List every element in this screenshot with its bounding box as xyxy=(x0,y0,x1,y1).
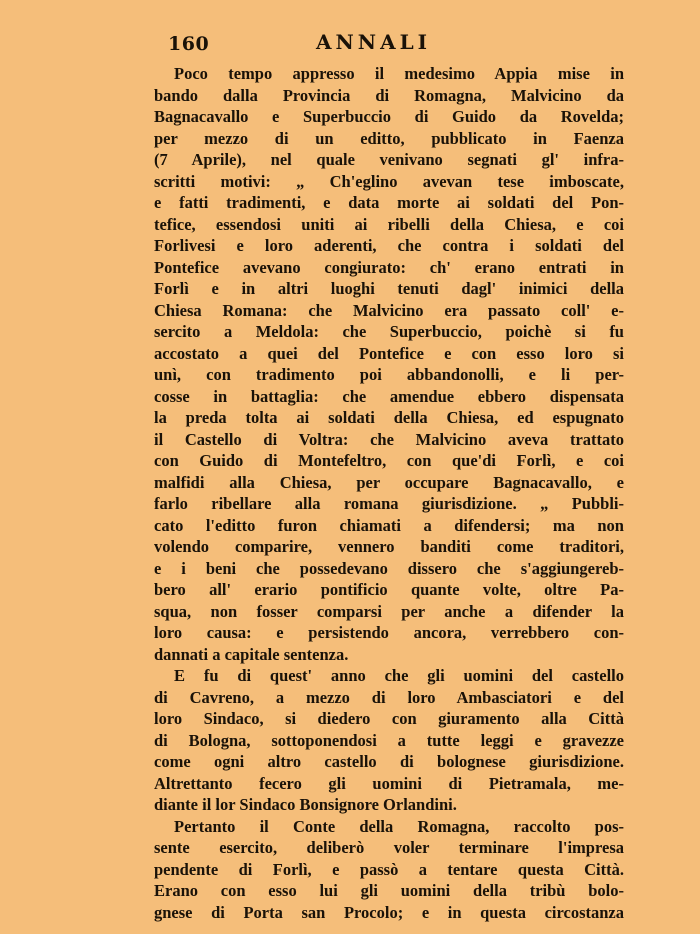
text-line: bando dalla Provincia di Romagna, Malvicino da xyxy=(154,85,624,105)
text-line: di Cavreno, a mezzo di loro Ambasciatori e del xyxy=(154,687,624,707)
text-line: per mezzo di un editto, pubblicato in Faenza xyxy=(154,128,624,148)
text-line: squa, non fosser comparsi per anche a difender la xyxy=(154,601,624,621)
text-line: sente esercito, deliberò voler terminare l'impresa xyxy=(154,838,624,857)
text-line: volendo comparire, vennero banditi come traditori, xyxy=(154,537,624,556)
text-line: e fatti tradimenti, e data morte ai soldati del Pon- xyxy=(154,193,624,212)
text-line: malfidi alla Chiesa, per occupare Bagnacavallo, e xyxy=(154,472,624,492)
text-line: farlo ribellare alla romana giurisdizione. „ Pubbli- xyxy=(154,494,624,513)
text-line: Forlivesi e loro aderenti, che contra i soldati del xyxy=(154,236,624,255)
text-line: (7 Aprile), nel quale venivano segnati gl' infra- xyxy=(154,150,624,169)
text-line: cato l'editto furon chiamati a difendersi; ma non xyxy=(154,515,624,535)
body-text xyxy=(154,63,624,923)
text-line: dannati a capitale sentenza. xyxy=(154,644,349,664)
text-line: la preda tolta ai soldati della Chiesa, ed espugnato xyxy=(154,408,624,427)
text-line: Pontefice avevano congiurato: ch' erano entrati in xyxy=(154,257,624,277)
text-line: accostato a quei del Pontefice e con esso loro si xyxy=(154,343,624,363)
running-head: ANNALI xyxy=(316,30,432,54)
text-line: come ogni altro castello di bolognese giurisdizione. xyxy=(154,752,624,771)
text-line: gnese di Porta san Procolo; e in questa circostanza xyxy=(154,902,624,922)
text-line: con Guido di Montefeltro, con que'di Forlì, e coi xyxy=(154,451,624,470)
text-line: cosse in battaglia: che amendue ebbero dispensata xyxy=(154,386,624,406)
text-line: Bagnacavallo e Superbuccio di Guido da Rovelda; xyxy=(154,107,624,126)
text-line: di Bologna, sottoponendosi a tutte leggi e gravezze xyxy=(154,730,624,750)
text-line: diante il lor Sindaco Bonsignore Orlandini. xyxy=(154,795,457,814)
text-line: sercito a Meldola: che Superbuccio, poichè si fu xyxy=(154,322,624,341)
text-line: Altrettanto fecero gli uomini di Pietramala, me- xyxy=(154,773,624,793)
text-line: Erano con esso lui gli uomini della tribù bolo- xyxy=(154,881,624,900)
page-number: 160 xyxy=(168,33,210,55)
text-line: scritti motivi: „ Ch'eglino avevan tese imboscate, xyxy=(154,171,624,191)
text-line: Pertanto il Conte della Romagna, raccolto pos- xyxy=(174,816,624,836)
text-line: loro Sindaco, si diedero con giuramento alla Città xyxy=(154,709,624,728)
text-line: e i beni che possedevano dissero che s'aggiungereb- xyxy=(154,558,624,578)
text-line: unì, con tradimento poi abbandonolli, e li per- xyxy=(154,365,624,384)
text-line: E fu di quest' anno che gli uomini del castello xyxy=(174,666,624,685)
text-line: tefice, essendosi uniti ai ribelli della Chiesa, e coi xyxy=(154,214,624,234)
text-line: pendente di Forlì, e passò a tentare questa Città. xyxy=(154,859,624,879)
text-line: Chiesa Romana: che Malvicino era passato coll' e- xyxy=(154,300,624,320)
text-line: loro causa: e persistendo ancora, verrebbero con- xyxy=(154,623,624,642)
text-line: Poco tempo appresso il medesimo Appia mise in xyxy=(174,64,624,83)
text-line: bero all' erario pontificio quante volte, oltre Pa- xyxy=(154,580,624,599)
text-line: Forlì e in altri luoghi tenuti dagl' inimici della xyxy=(154,279,624,298)
text-line: il Castello di Voltra: che Malvicino aveva trattato xyxy=(154,429,624,449)
